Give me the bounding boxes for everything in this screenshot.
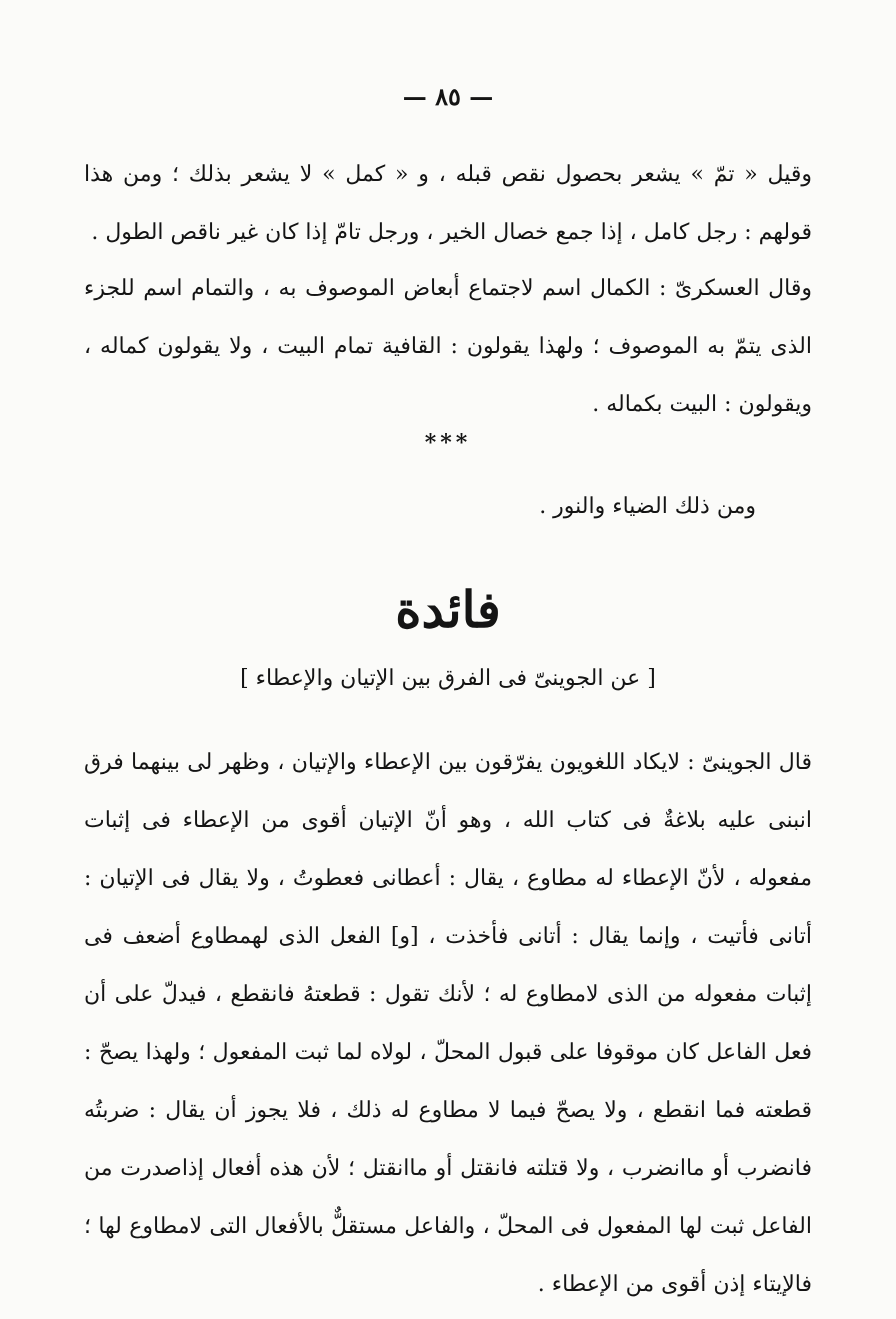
section-separator: ***: [424, 430, 472, 456]
paragraph-askari: وقال العسكرىّ : الكمال اسم لاجتماع أبعاض الموصوف به ، والتمام اسم للجزء الذى يتمّ به الموصوف ؛ ولهذا يقولون : القافية تمام البيت ، ولا يقولون كماله ، ويقولون : البيت بكماله .: [84, 276, 812, 417]
section-heading: فائدة: [395, 580, 501, 639]
paragraph-tamm-kamal: وقيل « تمّ » يشعر بحصول نقص قبله ، و « كمل » لا يشعر بذلك ؛ ومن هذا قولهم : رجل كامل ، إذا جمع خصال الخير ، ورجل تامّ إذا كان غير ناقص الطول .: [84, 162, 812, 245]
section-subheading: [ عن الجوينىّ فى الفرق بين الإتيان والإعطاء ]: [240, 666, 656, 691]
paragraph-light: ومن ذلك الضياء والنور .: [539, 494, 756, 519]
page-number: — ٨٥ —: [402, 82, 494, 111]
paragraph-juwayni: قال الجوينىّ : لايكاد اللغويون يفرّقون بين الإعطاء والإتيان ، وظهر لى بينهما فرق انبنى عليه بلاغةٌ فى كتاب الله ، وهو أنّ الإتيان أقوى من الإعطاء فى إثبات مفعوله ، لأنّ الإعطاء له مطاوع ، يقال : أعطانى فعطوتُ ، ولا يقال فى الإتيان : أتانى فأتيت ، وإنما يقال : أتانى فأخذت ، [و] الفعل الذى لهمطاوع أضعف فى إثبات مفعوله من الذى لامطاوع له ؛ لأنك تقول : قطعتهُ فانقطع ، فيدلّ على أن فعل الفاعل كان موقوفا على قبول المحلّ ، لولاه لما ثبت المفعول ؛ ولهذا يصحّ : قطعته فما انقطع ، ولا يصحّ فيما لا مطاوع له ذلك ، فلا يجوز أن يقال : ضربتُه فانضرب أو ماانضرب ، ولا قتلته فانقتل أو ماانقتل ؛ لأن هذه أفعال إذاصدرت من الفاعل ثبت لها المفعول فى المحلّ ، والفاعل مستقلٌّ بالأفعال التى لامطاوع لها ؛ فالإيتاء إذن أقوى من الإعطاء .: [84, 750, 812, 1297]
